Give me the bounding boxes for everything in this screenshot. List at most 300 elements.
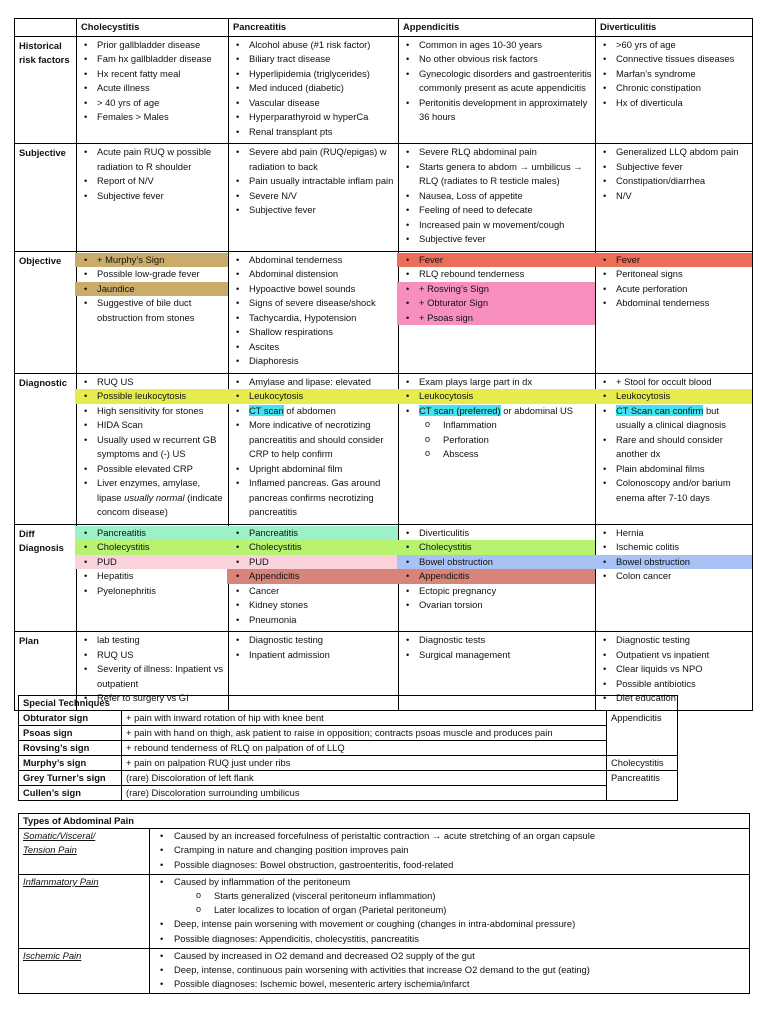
table-row [19,874,750,948]
special-techniques-table [18,695,678,801]
bullet-list [229,144,398,222]
list-item [401,52,593,67]
item-text: Colon cancer [616,570,672,581]
cell-cholecystitis [77,524,229,632]
sub-list-item [419,447,593,462]
item-text: More indicative of necrotizing pancreatitis and should consider CRP to help confirm [249,419,384,459]
list-item [79,418,226,433]
item-text: Constipation/diarrhea [616,175,706,186]
sub-item-text: Perforation [443,433,489,445]
item-text: Ischemic colitis [616,541,680,552]
item-text: Diagnostic tests [419,634,486,645]
cell-diverticulitis [596,373,753,524]
list-item [154,932,743,946]
bullet-list [596,252,752,315]
list-item [598,282,750,297]
bullet-list [596,144,752,207]
bullet-list [229,632,398,666]
item-text: RUQ US [97,648,134,660]
header-pancreatitis: Pancreatitis [229,19,399,37]
item-text: Pneumonia [249,613,297,625]
list-item [401,267,593,282]
bullet-list [229,525,398,632]
list-item [231,67,396,82]
item-text: Cholecystitis [97,541,150,552]
bullet-list [399,252,595,330]
list-item [79,145,226,174]
list-item [598,569,750,584]
bullet-list [154,829,745,874]
item-text: Cramping in nature and changing position improves pain [174,844,409,856]
item-text: Possible low-grade fever [97,268,200,279]
table-row [19,741,678,756]
technique-disease: Cholecystitis [607,756,678,771]
list-item [79,633,226,648]
list-item [401,67,593,96]
list-item [397,569,595,584]
list-item [401,189,593,204]
item-text: Amylase and lipase: elevated [249,375,371,387]
list-item [401,232,593,247]
item-text: Abdominal tenderness [616,297,710,308]
list-item [231,633,396,648]
item-text: Hx recent fatty meal [97,67,181,79]
table-row [19,771,678,786]
table-row [19,829,750,875]
item-text: Generalized LLQ abdom pain [616,146,739,157]
list-item [594,389,752,404]
header-diverticulitis: Diverticulitis [596,19,753,37]
list-item [401,526,593,541]
item-text: >60 yrs of age [616,38,676,50]
item-text: Diaphoresis [249,355,299,366]
list-item [154,977,743,991]
item-text: Deep, intense, continuous pain worsening with activities that increase O2 demand to the gut (eating) [174,964,590,976]
sub-item-text: Starts generalized (visceral peritoneum inflammation) [214,890,436,902]
item-text: Leukocytosis [249,390,304,401]
item-text: Signs of severe disease/shock [249,297,376,308]
list-item [227,540,398,555]
list-item [598,462,750,477]
list-item [397,540,595,555]
item-text: Subjective fever [249,204,316,215]
cell-pancreatitis [229,524,399,632]
list-item [231,203,396,218]
bullet-list [229,252,398,373]
item-text: Jaundice [97,282,135,294]
sub-list-item [174,903,743,917]
list-item [231,648,396,663]
table-row [19,948,750,994]
item-text: Possible leukocytosis [97,390,187,401]
item-text: Acute pain RUQ w possible radiation to R shoulder [97,146,212,172]
item-text: Fever [616,253,640,265]
technique-name: Grey Turner’s sign [19,771,122,786]
list-item [401,218,593,233]
item-text: Hyperparathyroid w hyperCa [249,111,369,122]
list-item [79,81,226,96]
list-item [231,418,396,462]
cell-appendicitis [399,36,596,144]
technique-description: (rare) Discoloration of left flank [122,771,607,786]
list-item [79,462,226,477]
item-text: CT scan [249,404,284,416]
row-label: Historical risk factors [15,36,77,144]
pain-type-name [19,829,150,875]
list-item [594,253,752,268]
item-text: Gynecologic disorders and gastroenteritis commonly present as acute appendicitis [419,67,592,93]
table-header-row [15,19,753,37]
item-text: Peritonitis development in approximately 36 hours [419,96,588,122]
list-item [231,52,396,67]
list-item [231,296,396,311]
item-text: Pancreatitis [97,526,146,538]
list-item [397,389,595,404]
list-item [231,110,396,125]
technique-description: + pain with inward rotation of hip with knee bent [122,711,607,726]
cell-appendicitis [399,251,596,373]
item-text: Vascular disease [249,96,320,108]
item-text: Biliary tract disease [249,53,331,64]
bullet-list [229,374,398,524]
list-item [598,662,750,677]
item-text: Subjective fever [616,160,683,172]
item-text: Possible diagnoses: Ischemic bowel, mesenteric artery ischemia/infarct [174,978,470,990]
item-text: Deep, intense pain worsening with movement or coughing (changes in intra-abdominal pressure) [174,918,576,930]
list-item [231,96,396,111]
list-item [598,526,750,541]
item-text: Fam hx gallbladder disease [97,53,212,64]
item-text: Suggestive of bile duct obstruction from stones [97,297,195,323]
list-item [75,540,228,555]
cell-appendicitis [399,524,596,632]
item-text: > 40 yrs of age [97,96,160,108]
list-item [154,949,743,963]
list-item [231,462,396,477]
item-text: Clear liquids vs NPO [616,663,703,674]
special-techniques-title: Special Techniques [19,696,678,711]
list-item [401,404,593,462]
item-text: Possible antibiotics [616,677,696,689]
row-label: Subjective [15,144,77,252]
list-item [79,476,226,520]
table-row-historical-risk-factors [15,36,753,144]
sub-list [174,889,743,917]
item-text: Tachycardia, Hypotension [249,311,357,323]
list-item [397,296,595,311]
list-item [79,433,226,462]
header-cholecystitis: Cholecystitis [77,19,229,37]
list-item [231,38,396,53]
list-item [594,555,752,570]
list-item [75,526,228,541]
item-text: Exam plays large part in dx [419,375,533,387]
table-row [19,726,678,741]
pain-type-name-line: Inflammatory Pain [23,875,99,887]
list-item [231,81,396,96]
item-text: Severity of illness: Inpatient vs outpatient [97,663,224,689]
item-text: Cholecystitis [249,541,302,552]
row-label: Diagnostic [15,373,77,524]
item-text: N/V [616,189,632,201]
item-text: Severe N/V [249,189,297,201]
row-label: Plan [15,632,77,711]
list-item [397,311,595,326]
item-text: Hx of diverticula [616,96,683,108]
sub-list-item [174,889,743,903]
item-text: High sensitivity for stones [97,404,204,416]
cell-diverticulitis [596,144,753,252]
item-text: Chronic constipation [616,82,701,93]
list-item [75,282,228,297]
list-item [79,648,226,663]
list-item [397,253,595,268]
technique-disease: Pancreatitis [607,771,678,801]
item-text: Shallow respirations [249,326,333,337]
item-text: Inflamed pancreas. Gas around pancreas confirms necrotizing pancreatitis [249,477,381,517]
pain-types-title: Types of Abdominal Pain [19,814,750,829]
bullet-list [154,875,745,948]
cell-cholecystitis [77,251,229,373]
technique-description: + pain with hand on thigh, ask patient to raise in opposition; contracts psoas muscle and produces pain [122,726,607,741]
table-row-diff-diagnosis [15,524,753,632]
abdominal-pain-types-table [18,813,750,994]
pain-type-name-line: Tension Pain [23,844,77,856]
item-text: Increased pain w movement/cough [419,218,565,230]
cell-appendicitis [399,373,596,524]
sub-list-item [419,433,593,448]
list-item [79,52,226,67]
list-item [154,858,743,872]
technique-name: Rovsing’s sign [19,741,122,756]
list-item [401,598,593,613]
list-item [231,598,396,613]
table-row-objective [15,251,753,373]
item-text: Report of N/V [97,175,154,186]
item-text: lab testing [97,634,140,645]
table-row [19,711,678,726]
list-item [75,555,228,570]
item-text: Caused by an increased forcefulness of peristaltic contraction → acute stretching of an organ capsule [174,830,596,842]
list-item [598,677,750,692]
list-item [598,189,750,204]
technique-description: + pain on palpation RUQ just under ribs [122,756,607,771]
list-item [79,189,226,204]
item-text: No other obvious risk factors [419,53,538,64]
list-item [231,613,396,628]
item-text: Pain usually intractable inflam pain [249,175,394,186]
list-item [79,67,226,82]
list-item [401,375,593,390]
item-text: Surgical management [419,648,511,660]
item-text: Renal transplant pts [249,125,333,137]
bullet-list [77,252,228,330]
sub-list-item [419,418,593,433]
list-item [231,267,396,282]
item-text: Alcohol abuse (#1 risk factor) [249,38,371,50]
cell-diverticulitis [596,36,753,144]
pain-type-details [150,874,750,948]
list-item [79,110,226,125]
item-text: Diagnostic testing [616,634,690,645]
item-text: PUD [249,555,269,567]
bullet-list [154,949,745,994]
list-item [401,145,593,160]
item-text: + Rosving’s Sign [419,282,489,294]
list-item [154,829,743,843]
list-item [231,189,396,204]
item-text: Possible diagnoses: Bowel obstruction, gastroenteritis, food-related [174,858,454,870]
item-text: Ascites [249,340,280,352]
item-text: + Psoas sign [419,311,473,323]
list-item [79,404,226,419]
item-text: Severe abd pain (RUQ/epigas) w radiation to back [249,146,387,172]
list-item [231,584,396,599]
item-text: Outpatient vs inpatient [616,648,710,660]
list-item [397,282,595,297]
technique-description: (rare) Discoloration surrounding umbilicus [122,786,607,801]
pain-type-name [19,874,150,948]
list-item [227,389,398,404]
item-text: + Murphy’s Sign [97,253,165,265]
item-text: Med induced (diabetic) [249,82,344,93]
bullet-list [399,144,595,251]
list-item [231,476,396,520]
item-text: Subjective fever [419,233,486,244]
cell-diverticulitis [596,251,753,373]
item-text: Rare and should consider another dx [616,433,723,459]
bullet-list [77,525,228,603]
cell-pancreatitis [229,251,399,373]
item-text: Leukocytosis [419,390,474,401]
bullet-list [399,374,595,466]
technique-name: Cullen’s sign [19,786,122,801]
list-item [79,296,226,325]
sub-item-text: Abscess [443,448,479,459]
list-item [231,325,396,340]
list-item [79,174,226,189]
list-item [79,96,226,111]
item-text: Cancer [249,584,280,596]
technique-description: + rebound tenderness of RLQ on palpation of of LLQ [122,741,607,756]
item-text: Feeling of need to defecate [419,204,533,215]
cell-appendicitis [399,144,596,252]
item-text: Bowel obstruction [616,555,690,567]
item-text: HIDA Scan [97,419,143,430]
technique-name: Psoas sign [19,726,122,741]
item-text: Kidney stones [249,599,308,610]
list-item [231,354,396,369]
list-item [598,174,750,189]
list-item [75,253,228,268]
pain-type-name-line: Ischemic Pain [23,949,82,961]
header-appendicitis: Appendicitis [399,19,596,37]
cell-diverticulitis [596,524,753,632]
technique-disease: Appendicitis [607,711,678,756]
item-text: Possible elevated CRP [97,462,193,474]
bullet-list [596,525,752,588]
list-item [154,875,743,918]
list-item [401,584,593,599]
pain-type-details [150,948,750,994]
list-item [401,38,593,53]
item-text: Connective tissues diseases [616,53,735,64]
item-text-continued: (indicate concom disease) [97,491,223,517]
list-item [79,662,226,691]
technique-name: Obturator sign [19,711,122,726]
list-item [79,267,226,282]
list-item [227,555,398,570]
list-item [598,38,750,53]
list-item [227,526,398,541]
list-item [231,404,396,419]
item-text: Fever [419,253,443,265]
item-text: Marfan’s syndrome [616,67,696,79]
list-item [598,96,750,111]
item-text: CT Scan can confirm [616,404,704,416]
item-text-continued: but usually a clinical diagnosis [616,404,726,430]
pain-type-name [19,948,150,994]
list-item [231,311,396,326]
list-item [598,433,750,462]
item-text: Plain abdominal films [616,462,705,474]
item-text: RLQ rebound tenderness [419,268,525,279]
item-text: Ovarian torsion [419,599,483,610]
list-item [397,555,595,570]
sub-list [419,418,593,462]
item-text: Hernia [616,526,644,538]
list-item [598,67,750,82]
item-text: Nausea, Loss of appetite [419,189,523,201]
item-text: Diagnostic testing [249,634,323,645]
item-text: Liver enzymes, amylase, lipase [97,477,201,503]
list-item [154,843,743,857]
item-text: Hepatitis [97,570,134,581]
header-corner [15,19,77,37]
list-item [401,203,593,218]
item-emphasis: usually normal [124,491,185,503]
list-item [598,476,750,505]
list-item [79,569,226,584]
list-item [231,375,396,390]
cell-pancreatitis [229,144,399,252]
item-text: Abdominal tenderness [249,253,343,265]
list-item [75,389,228,404]
item-text: Possible diagnoses: Appendicitis, cholecystitis, pancreatitis [174,932,419,944]
item-text: Diet education [616,692,676,703]
list-item [598,81,750,96]
item-text-continued: of abdomen [283,404,336,416]
item-text: Colonoscopy and/or barium enema after 7-10 days [616,477,731,503]
cell-cholecystitis [77,144,229,252]
list-item [598,296,750,311]
item-text: Females > Males [97,111,169,122]
technique-name: Murphy’s sign [19,756,122,771]
item-text: Inpatient admission [249,648,330,660]
list-item [401,160,593,189]
list-item [598,267,750,282]
pain-type-name-line: Somatic/Visceral/ [23,830,96,842]
item-text: + Obturator Sign [419,297,489,308]
pain-type-details [150,829,750,875]
bullet-list [229,37,398,144]
bullet-list [77,374,228,524]
item-text: Pyelonephritis [97,584,156,596]
row-label: Objective [15,251,77,373]
table-row-subjective [15,144,753,252]
list-item [79,38,226,53]
item-text: PUD [97,555,117,567]
